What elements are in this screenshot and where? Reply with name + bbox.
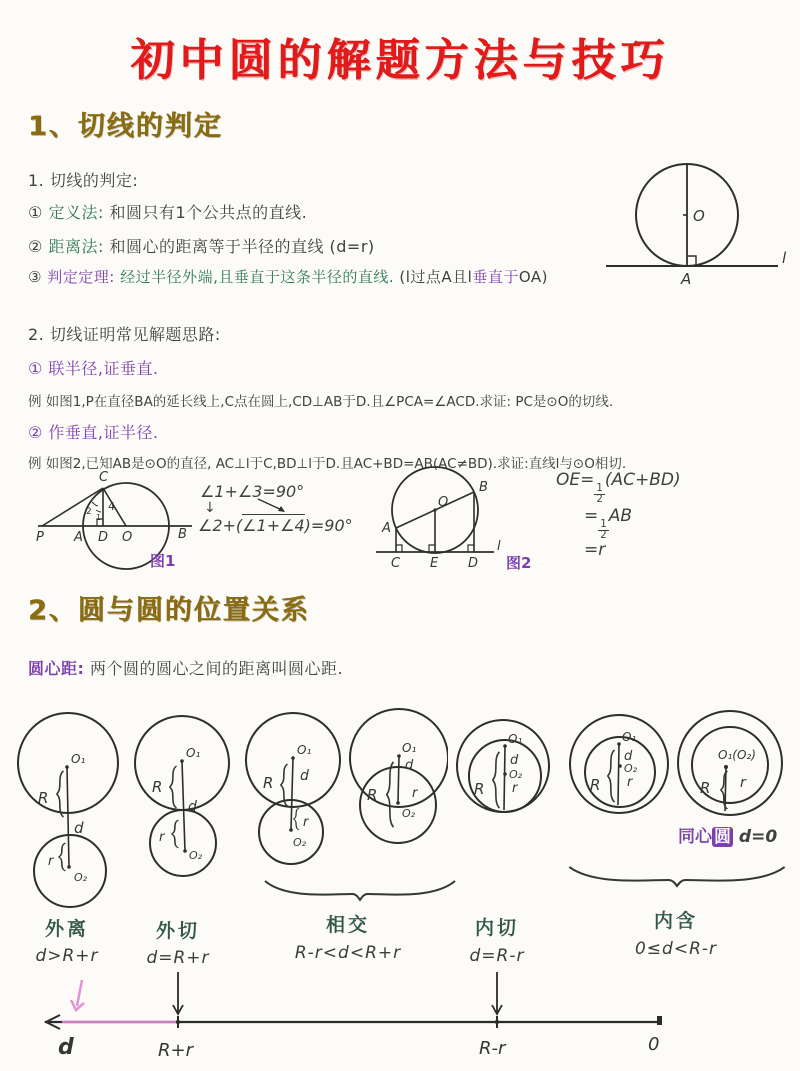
center2-label: O₂ [509,768,523,781]
radius-r-label: r [512,781,518,796]
point-a-label: A [74,530,83,545]
center-o-label: O [122,530,133,545]
item3-keyword: 判定定理: [47,268,115,286]
center2-label: O₂ [189,849,203,862]
center-dot [724,765,728,769]
radius-R-label: R [38,789,49,807]
center2-label: O₂ [293,836,307,849]
center-line [182,761,185,851]
line-l-label: l [782,249,787,267]
tangent-rule-2 [28,234,375,257]
center1-label: O₁ [71,752,86,766]
point-b-label: B [479,480,488,495]
center-line [398,756,399,803]
definition-keyword: 圆心距: [28,659,85,678]
angle-1-label: 1 [96,513,102,522]
angle-equation-1: ∠1+∠3=90° [200,482,305,501]
item3-note-purple: 垂直于 [472,268,519,286]
center-line [291,758,293,830]
case-intersect-formula: R-r<d<R+r [294,943,402,963]
item3-note-pre: (l过点A且l [399,268,473,286]
down-arrow-icon: ↓ [204,500,216,516]
distance-d-label: d [300,768,309,784]
case-separate-formula: d>R+r [35,946,99,966]
distance-d-label: d [624,749,633,764]
center2-label: O₂ [74,871,88,884]
concentric-yuan-highlight: 圆 [714,827,731,847]
case-external-tangent-formula: d=R+r [146,948,210,968]
center1-label: O₁ [402,741,417,755]
center1-label: O₁ [297,743,312,757]
radius-R-label: R [367,786,378,804]
figure-1 [30,468,202,586]
rmr-label: R-r [479,1038,506,1059]
oe1-pre: OE= [556,470,595,490]
tangent-definition-intro: 1. 切线的判定: [28,171,139,190]
center2-label: O₂ [624,762,638,775]
center1-label: O₁ [508,732,523,746]
item2-number: ② [28,237,43,256]
zero-end-mark [657,1016,662,1025]
eq2-overlined: ∠1+∠4 [242,516,305,535]
item3-text: 经过半径外端,且垂直于这条半径的直线. [120,268,395,286]
radius-r-label: r [303,815,309,830]
radius-R-label: R [474,780,485,798]
point-a-label: A [681,270,692,288]
distance-d-label: d [188,799,197,815]
eq2-pre: ∠2+( [198,516,243,535]
center1-label: O₁ [186,746,201,760]
d-number-line [0,966,800,1071]
distance-d-label: d [405,758,414,773]
oe-equation-2 [584,506,632,542]
section1-heading: 1、切线的判定 [28,111,223,142]
tangent-circle-figure [592,160,797,288]
radius-R-label: R [152,778,163,796]
concentric-caption [678,822,777,847]
right-angle-mark-d [468,545,474,552]
item3-note-post: OA) [518,268,549,286]
item3-number: ③ [28,268,42,286]
center1-label: O₁ [622,730,637,744]
method-2: ② 作垂直,证半径. [28,423,159,442]
item2-text: 和圆心的距离等于半径的直线 (d=r) [109,237,375,256]
center2-label: O₂ [402,807,416,820]
section2-heading: 2、圆与圆的位置关系 [28,595,310,626]
case-diagram-intersect-1 [238,706,348,884]
intersect-group-brace [262,878,458,904]
point-b-label: B [178,527,187,542]
case-contained-name: 内含 [653,910,698,932]
point-p-label: P [36,530,44,545]
center-o-label: O [438,495,449,510]
eq2-post: )=90° [304,516,353,535]
concentric-word: 同心 [678,827,712,847]
case-contained-formula: 0≤d<R-r [634,939,718,959]
case-diagram-separate [10,703,122,918]
small-circle [34,835,106,907]
shared-center-label: O₁(O₂) [718,748,756,762]
center-line [504,746,505,810]
page-title: 初中圆的解题方法与技巧 [130,35,670,86]
angle-2-label: 2 [86,507,92,517]
angle-arcs [92,502,101,512]
line-PC [42,488,103,526]
right-angle-mark-c [396,545,402,552]
proof-ideas-intro: 2. 切线证明常见解题思路: [28,325,221,344]
figure-2 [368,458,558,576]
d-label: d [58,1035,74,1060]
distance-d-label: d [74,819,84,837]
center-distance-definition [28,656,343,679]
small-circle [585,737,655,807]
center-line [67,767,69,867]
half-fraction: $\frac{1}{2}$ [596,482,603,506]
center-dot [433,508,436,511]
case-intersect-name: 相交 [325,914,370,936]
radius-r-label: r [740,775,746,791]
radius-R-label: R [263,774,274,792]
angle-4-label: 4 [108,500,115,513]
case-internal-tangent-formula: d=R-r [469,946,525,966]
item1-keyword: 定义法: [48,203,104,222]
oe-equation-1 [556,470,681,506]
figure2-caption: 图2 [506,554,532,572]
item1-text: 和圆只有1个公共点的直线. [109,203,308,222]
case-internal-tangent-name: 内切 [474,917,519,939]
radius-R-label: R [590,776,601,794]
rpr-label: R+r [158,1040,193,1061]
point-a-label: A [382,521,391,536]
method-1: ① 联半径,证垂直. [28,359,159,378]
oe2-post: AB [608,506,633,526]
item2-keyword: 距离法: [48,237,104,256]
tangent-rule-1 [28,200,307,223]
item1-number: ① [28,203,43,222]
tangent-rule-3 [28,266,548,287]
radius-r-label: r [159,830,165,845]
concentric-d0: d=0 [738,827,778,847]
pink-down-arrow [77,980,82,1006]
case-diagram-contained [566,706,672,834]
point-c-label: C [99,470,109,485]
case-separate-name: 外离 [44,918,89,940]
case-diagram-internal-tangent [452,706,552,838]
point-d-label: D [98,530,109,545]
figure1-caption: 图1 [150,552,176,570]
oe2-eq: = [584,506,599,526]
angle-equation-2 [198,516,353,535]
distance-d-label: d [510,753,519,768]
example-1: 例 如图1,P在直径BA的延长线上,C点在圆上,CD⊥AB于D.且∠PCA=∠ACD.求证: PC是⊙O的切线. [28,394,614,410]
contained-group-brace [566,864,792,890]
radius-R-label: R [700,779,711,797]
zero-label: 0 [648,1034,660,1055]
point-d-label: D [468,556,479,571]
oe-equation-3: =r [584,540,606,560]
right-angle-mark-e [429,545,435,552]
half-fraction: $\frac{1}{2}$ [600,518,607,542]
center-label: O [693,207,705,225]
case-diagram-external-tangent [126,706,238,898]
definition-text: 两个圆的圆心之间的距离叫圆心距. [90,659,344,678]
case-diagram-concentric [672,703,790,831]
oe1-post: (AC+BD) [604,470,681,490]
center-line [618,744,619,805]
line-l-label: l [497,539,501,554]
case-diagram-intersect-2 [344,706,448,868]
example-2: 例 如图2,已知AB是⊙O的直径, AC⊥l于C,BD⊥l于D.且AC+BD=AB(AC≠BD).求证:直线l与⊙O相切. [28,456,627,472]
point-c-label: C [391,556,401,571]
radius-r-label: r [412,786,418,801]
radius-r-label: r [627,775,633,790]
point-e-label: E [430,556,439,571]
case-external-tangent-name: 外切 [155,920,200,942]
radius-r-label: r [48,854,54,869]
